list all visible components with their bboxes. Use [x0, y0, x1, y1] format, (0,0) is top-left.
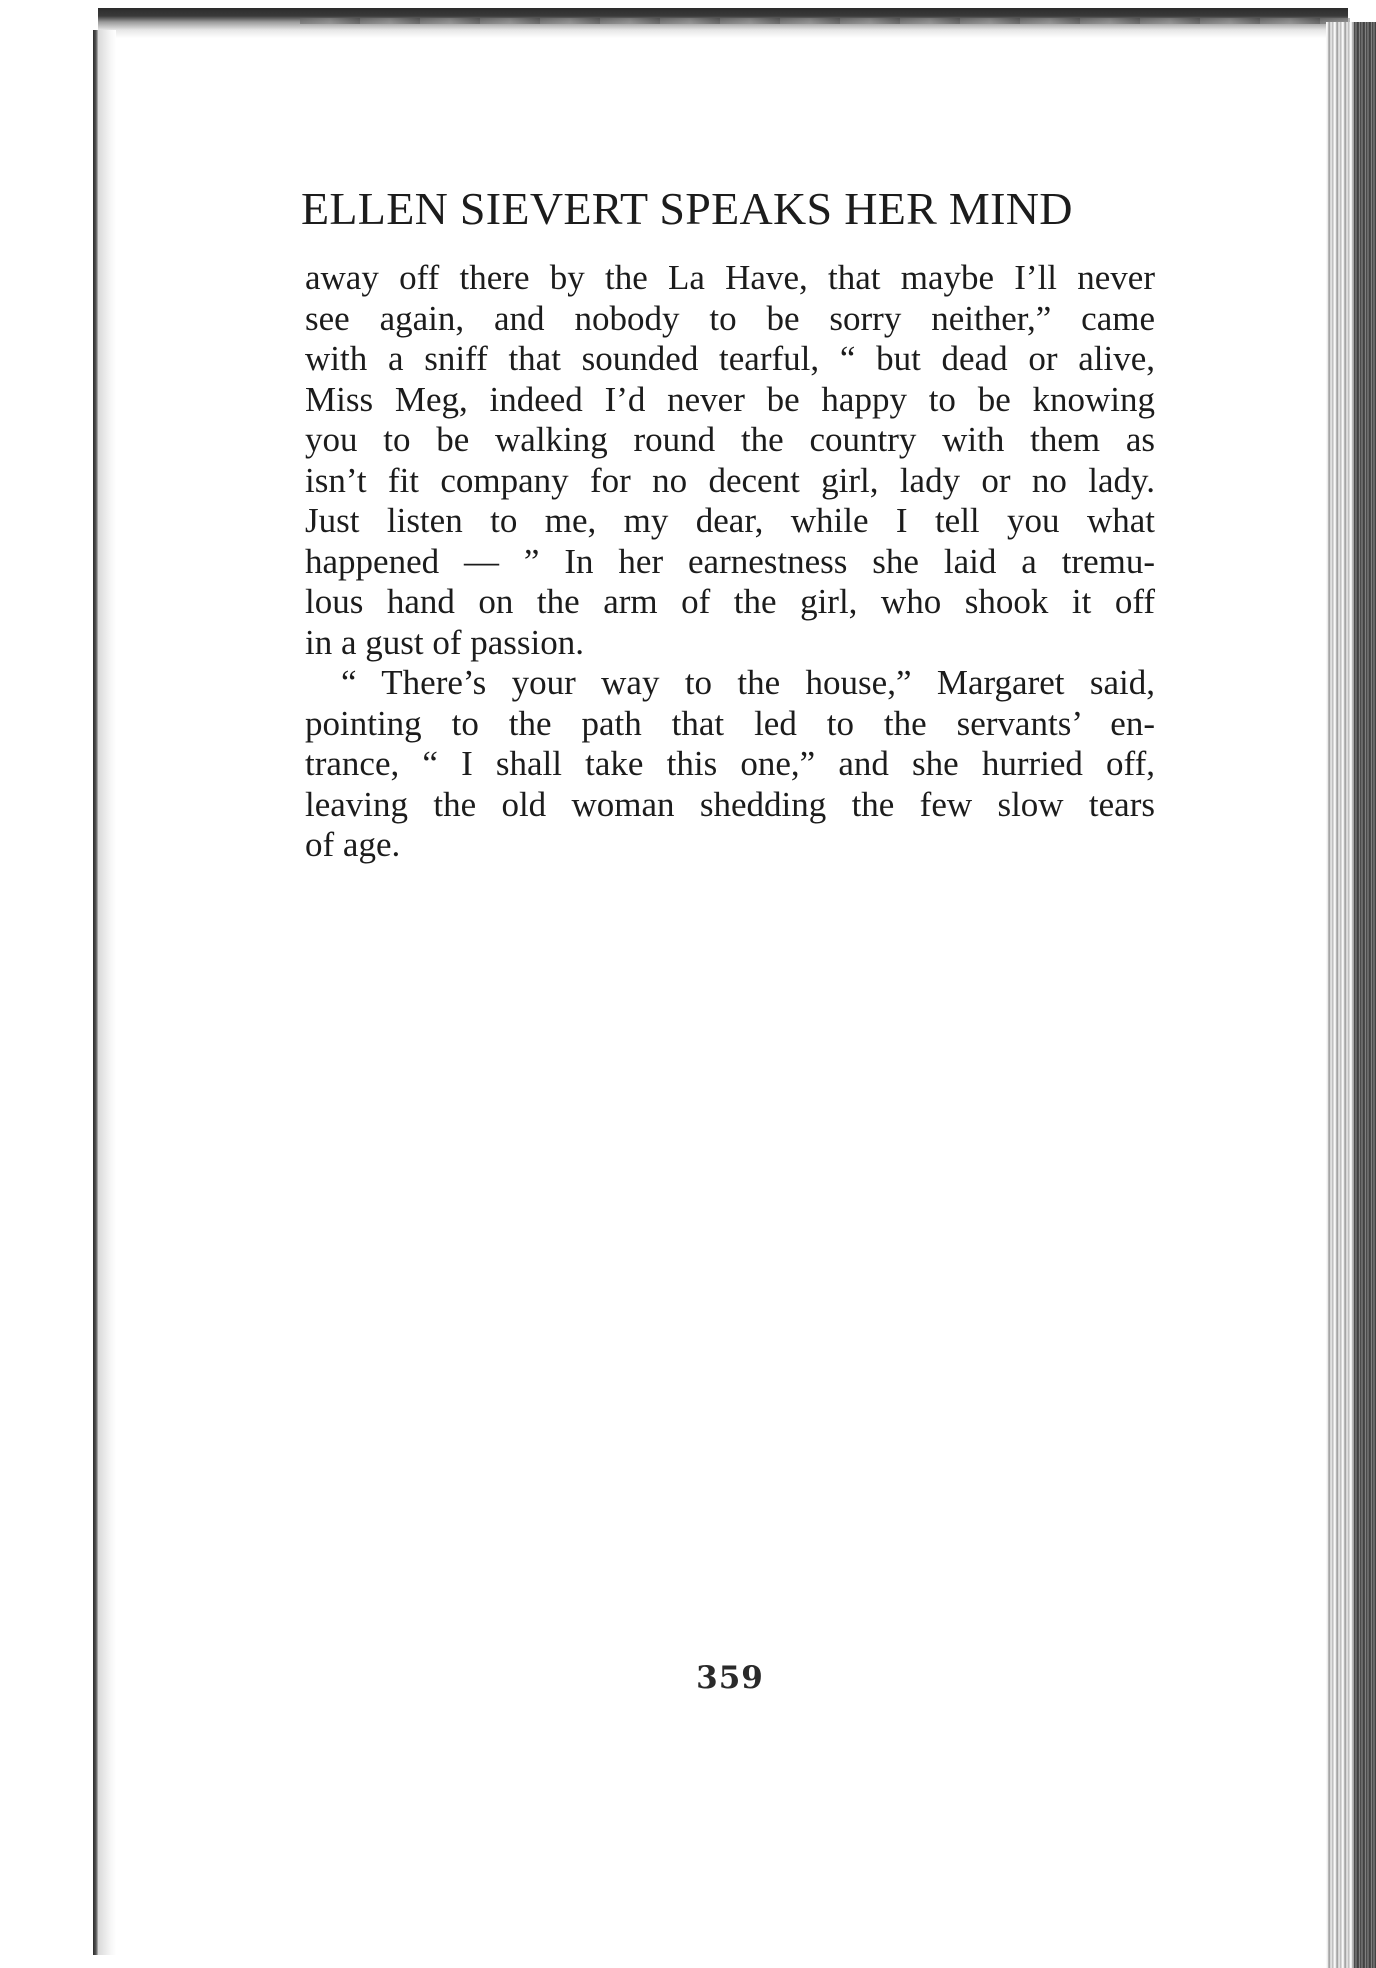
text-line: leaving the old woman shedding the few slow tears — [305, 784, 1155, 824]
paragraph-2 — [305, 663, 1155, 866]
text-line: pointing to the path that led to the servants’ en- — [305, 703, 1155, 743]
text-line: Just listen to me, my dear, while I tell you what — [305, 501, 1155, 540]
right-page-edges-dark — [1354, 22, 1376, 1968]
text-line: Miss Meg, indeed I’d never be happy to be knowing — [305, 379, 1155, 419]
text-line: in a gust of passion. — [305, 622, 585, 662]
text-line: you to be walking round the country with them as — [305, 420, 1155, 459]
text-line: trance, “ I shall take this one,” and she hurried off, — [305, 744, 1155, 783]
text-line: “ There’s your way to the house,” Margaret said, — [341, 663, 1155, 702]
gutter-shadow — [98, 30, 116, 1955]
text-line: see again, and nobody to be sorry neither,” came — [305, 298, 1155, 338]
top-page-edge-lines — [300, 18, 1350, 24]
text-line: happened — ” In her earnestness she laid a tremu- — [305, 541, 1155, 581]
page-number: 359 — [696, 1660, 764, 1696]
text-line: isn’t fit company for no decent girl, lady or no lady. — [305, 460, 1155, 500]
text-line: of age. — [305, 825, 401, 864]
body-text — [305, 258, 1155, 866]
text-line: lous hand on the arm of the girl, who shook it off — [305, 582, 1155, 621]
running-head: ELLEN SIEVERT SPEAKS HER MIND — [301, 183, 1073, 234]
paragraph-1 — [305, 258, 1155, 663]
text-line: away off there by the La Have, that maybe I’ll never — [305, 258, 1155, 297]
text-line: with a sniff that sounded tearful, “ but dead or alive, — [305, 339, 1155, 378]
